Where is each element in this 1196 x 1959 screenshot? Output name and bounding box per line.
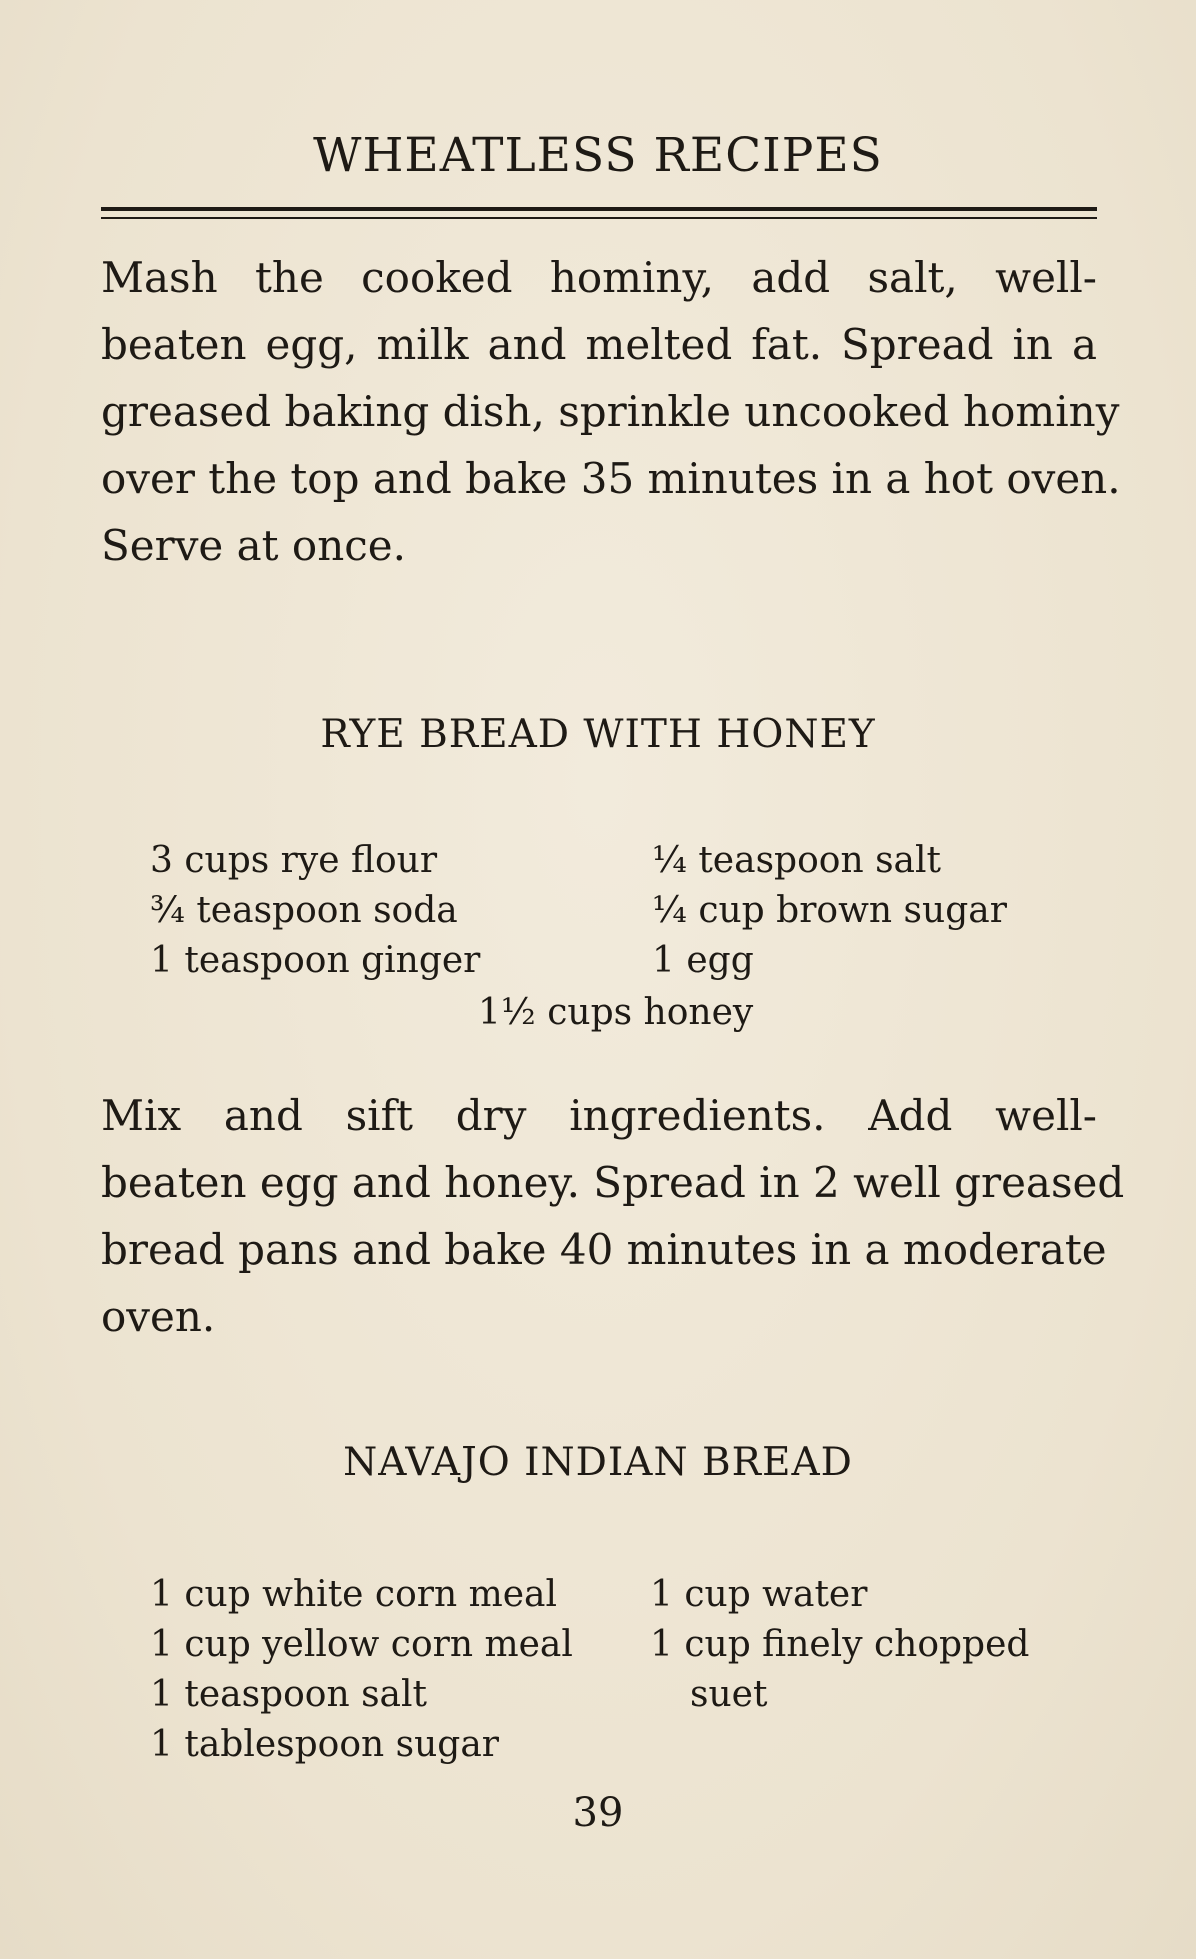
intro-line: Serve at once. — [101, 521, 406, 570]
intro-line: greased baking dish, sprinkle uncooked hominy — [101, 387, 1120, 436]
ingredient-item: 1 cup white corn meal — [150, 1574, 558, 1615]
intro-line: beaten egg, milk and melted fat. Spread in a — [101, 320, 1097, 369]
rye-ingredients-right — [652, 836, 1007, 986]
navajo-ingredients-right — [650, 1570, 1029, 1720]
ingredient-item: 1 egg — [652, 940, 754, 981]
page-number: 39 — [572, 1790, 624, 1836]
recipe-title-rye-bread: RYE BREAD WITH HONEY — [320, 712, 876, 757]
recipe-title-navajo-bread: NAVAJO INDIAN BREAD — [343, 1440, 853, 1485]
rye-ingredient-center: 1½ cups honey — [478, 992, 754, 1033]
ingredient-item: 1 teaspoon ginger — [150, 940, 481, 981]
intro-line: Mash the cooked hominy, add salt, well- — [101, 253, 1097, 302]
ingredient-item: 1 cup yellow corn meal — [150, 1624, 573, 1665]
navajo-ingredients-left — [150, 1570, 573, 1770]
ingredient-item: ¾ teaspoon soda — [150, 890, 458, 931]
rye-method-paragraph — [101, 1082, 1125, 1350]
ingredient-item: 1 cup water — [650, 1574, 868, 1615]
rye-ingredients-left — [150, 836, 480, 986]
ingredient-item: 3 cups rye flour — [150, 840, 438, 881]
method-line: bread pans and bake 40 minutes in a moderate — [101, 1225, 1107, 1274]
method-line: oven. — [101, 1292, 216, 1341]
ingredient-item: ¼ cup brown sugar — [652, 890, 1007, 931]
method-line: Mix and sift dry ingredients. Add well- — [101, 1091, 1097, 1140]
ingredient-item: ¼ teaspoon salt — [652, 840, 941, 881]
header-double-rule — [101, 207, 1097, 219]
intro-paragraph — [101, 244, 1121, 579]
ingredient-item: suet — [690, 1674, 768, 1715]
running-head: WHEATLESS RECIPES — [313, 128, 883, 183]
ingredient-item: 1 tablespoon sugar — [150, 1724, 500, 1765]
ingredient-item: 1 cup finely chopped — [650, 1624, 1030, 1665]
intro-line: over the top and bake 35 minutes in a hot oven. — [101, 454, 1121, 503]
ingredient-item: 1 teaspoon salt — [150, 1674, 427, 1715]
method-line: beaten egg and honey. Spread in 2 well greased — [101, 1158, 1125, 1207]
